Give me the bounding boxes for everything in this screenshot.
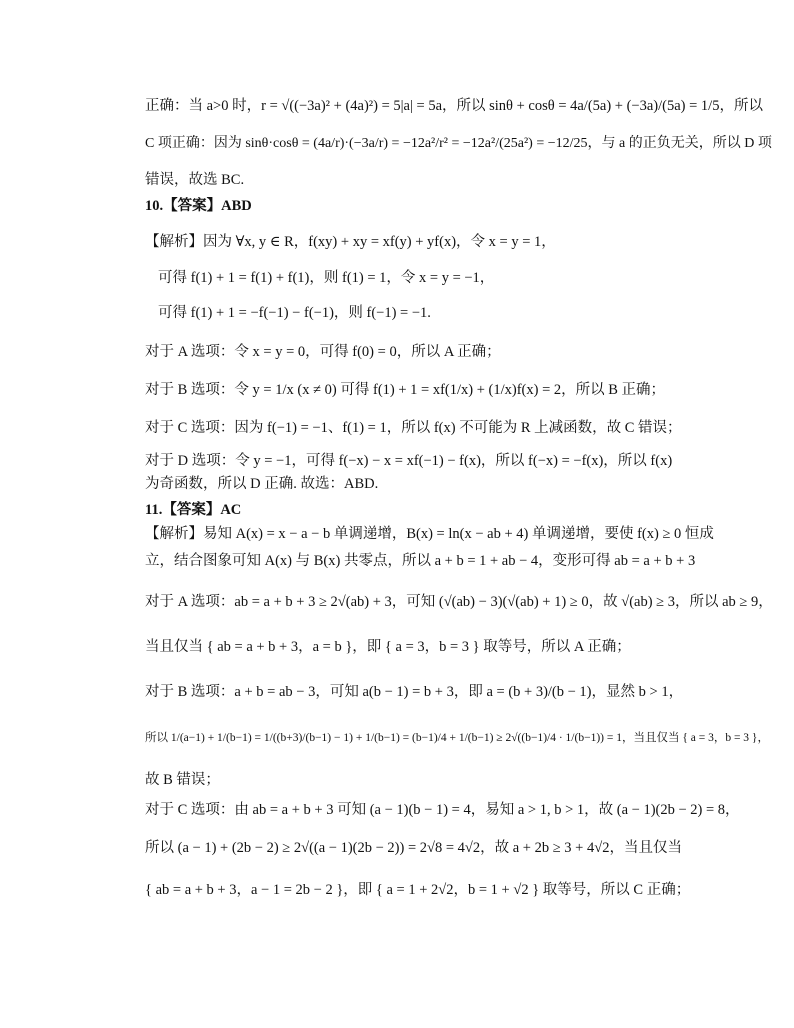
option-11c-line: 对于 C 选项：由 ab = a + b + 3 可知 (a − 1)(b − 1) = 4，易知 a > 1, b > 1，故 (a − 1)(2b − 2) = 8，	[145, 802, 740, 818]
text-line-3: 错误，故选 BC.	[145, 172, 245, 188]
option-11a-equality: 当且仅当 { ab = a + b + 3，a = b }，即 { a = 3，b = 3 } 取等号，所以 A 正确；	[145, 639, 631, 655]
option-11b-line: 对于 B 选项：a + b = ab − 3，可知 a(b − 1) = b + 3，即 a = (b + 3)/(b − 1)，显然 b > 1，	[145, 684, 684, 700]
option-c-line: 对于 C 选项：因为 f(−1) = −1、f(1) = 1，所以 f(x) 不可能为 R 上减函数，故 C 错误；	[145, 420, 682, 436]
option-11a-line: 对于 A 选项：ab = a + b + 3 ≥ 2√(ab) + 3，可知 (√(ab) − 3)(√(ab) + 1) ≥ 0，故 √(ab) ≥ 3，所以 ab ≥ 9，	[145, 594, 773, 610]
option-d-line-2: 为奇函数，所以 D 正确. 故选：ABD.	[145, 476, 379, 492]
option-a-line: 对于 A 选项：令 x = y = 0，可得 f(0) = 0，所以 A 正确；	[145, 344, 501, 360]
answer-10-heading: 10.【答案】ABD	[145, 198, 252, 214]
text-line-7: 可得 f(1) + 1 = −f(−1) − f(−1)，则 f(−1) = −1.	[158, 305, 431, 321]
option-11c-equality: { ab = a + b + 3，a − 1 = 2b − 2 }，即 { a = 1 + 2√2，b = 1 + √2 } 取等号，所以 C 正确；	[145, 882, 691, 898]
option-11b-conclusion: 故 B 错误；	[145, 772, 220, 788]
text-line-6: 可得 f(1) + 1 = f(1) + f(1)，则 f(1) = 1，令 x = y = −1，	[158, 270, 495, 286]
analysis-10-intro: 【解析】因为 ∀x, y ∈ R，f(xy) + xy = xf(y) + yf(x)，令 x = y = 1，	[145, 234, 556, 250]
analysis-11-intro: 【解析】易知 A(x) = x − a − b 单调递增，B(x) = ln(x − ab + 4) 单调递增，要使 f(x) ≥ 0 恒成	[145, 526, 714, 542]
option-11c-derivation: 所以 (a − 1) + (2b − 2) ≥ 2√((a − 1)(2b − 2)) = 2√8 = 4√2，故 a + 2b ≥ 3 + 4√2，当且仅当	[145, 840, 682, 856]
option-11b-derivation: 所以 1/(a−1) + 1/(b−1) = 1/((b+3)/(b−1) − 1) + 1/(b−1) = (b−1)/4 + 1/(b−1) ≥ 2√((b−1)/4 · 1/(b−1)) = 1，当且仅当 { a = 3，b = 3 }，	[145, 732, 769, 744]
analysis-11-line-2: 立，结合图象可知 A(x) 与 B(x) 共零点，所以 a + b = 1 + ab − 4，变形可得 ab = a + b + 3	[145, 553, 696, 569]
option-b-line: 对于 B 选项：令 y = 1/x (x ≠ 0) 可得 f(1) + 1 = xf(1/x) + (1/x)f(x) = 2，所以 B 正确；	[145, 382, 666, 398]
option-d-line: 对于 D 选项：令 y = −1，可得 f(−x) − x = xf(−1) − f(x)，所以 f(−x) = −f(x)，所以 f(x)	[145, 453, 673, 469]
answer-11-heading: 11.【答案】AC	[145, 502, 242, 518]
text-line-1: 正确：当 a>0 时，r = √((−3a)² + (4a)²) = 5|a| = 5a，所以 sinθ + cosθ = 4a/(5a) + (−3a)/(5a) = 1/5，所以	[145, 98, 763, 114]
text-line-2: C 项正确：因为 sinθ·cosθ = (4a/r)·(−3a/r) = −12a²/r² = −12a²/(25a²) = −12/25，与 a 的正负无关，所以 D 项	[145, 136, 772, 151]
